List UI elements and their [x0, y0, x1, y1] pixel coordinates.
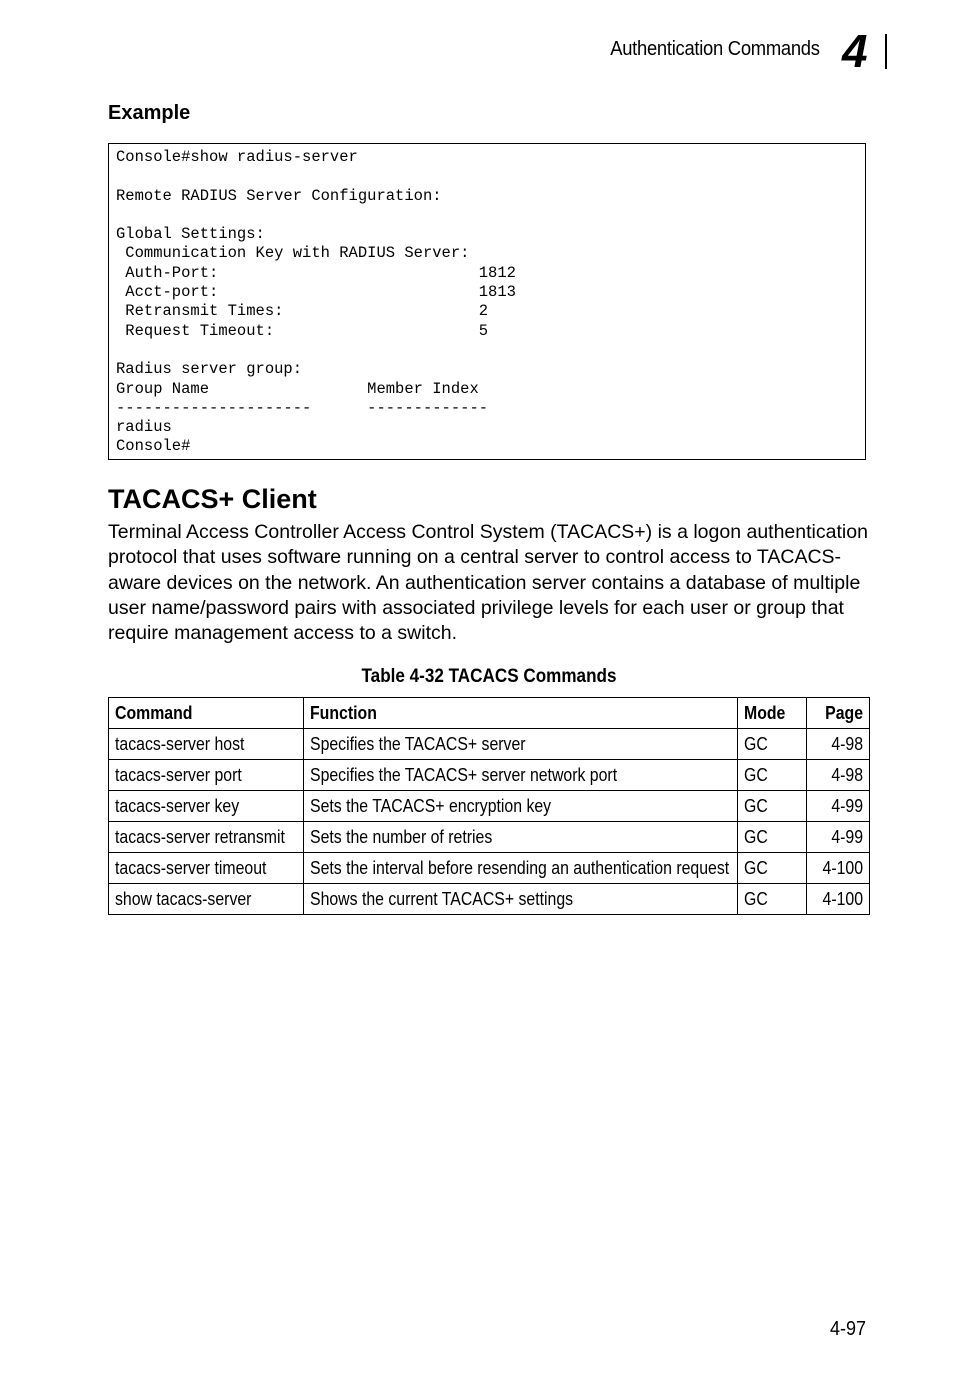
- page-cell: 4-100: [807, 853, 870, 884]
- intro-paragraph: Terminal Access Controller Access Control System (TACACS+) is a logon authentication protocol that uses software running on a central server to control access to TACACS-aware devices on the network. An authentication server contains a database of multiple user name/password pairs with associated privilege levels for each user or group that require management access to a switch.: [108, 521, 868, 645]
- page-cell: 4-98: [807, 760, 870, 791]
- page-number: 4-97: [829, 1318, 866, 1340]
- command-cell: tacacs-server key: [109, 791, 304, 822]
- mode-cell: GC: [738, 791, 807, 822]
- page-cell: 4-100: [807, 884, 870, 915]
- table-row: [109, 729, 870, 760]
- page-cell: 4-99: [807, 791, 870, 822]
- page-cell: 4-98: [807, 729, 870, 760]
- running-header: Authentication Commands: [610, 38, 820, 60]
- function-cell: Sets the interval before resending an authentication request: [304, 853, 738, 884]
- table-caption: Table 4-32 TACACS Commands: [361, 666, 617, 687]
- page-cell: 4-99: [807, 822, 870, 853]
- function-cell: Shows the current TACACS+ settings: [304, 884, 738, 915]
- table-row: [109, 760, 870, 791]
- command-cell: show tacacs-server: [109, 884, 304, 915]
- section-title: TACACS+ Client: [108, 484, 317, 514]
- chapter-number: 4: [842, 25, 868, 77]
- tacacs-commands-table: [108, 697, 870, 915]
- header-function: Function: [304, 698, 738, 729]
- table-row: [109, 853, 870, 884]
- header-command: Command: [109, 698, 304, 729]
- function-cell: Sets the number of retries: [304, 822, 738, 853]
- table-row: [109, 822, 870, 853]
- mode-cell: GC: [738, 822, 807, 853]
- mode-cell: GC: [738, 884, 807, 915]
- mode-cell: GC: [738, 760, 807, 791]
- header-mode: Mode: [738, 698, 807, 729]
- command-cell: tacacs-server timeout: [109, 853, 304, 884]
- function-cell: Specifies the TACACS+ server network port: [304, 760, 738, 791]
- table-row: [109, 791, 870, 822]
- header-page: Page: [807, 698, 870, 729]
- command-cell: tacacs-server retransmit: [109, 822, 304, 853]
- mode-cell: GC: [738, 853, 807, 884]
- function-cell: Specifies the TACACS+ server: [304, 729, 738, 760]
- chapter-divider: [885, 34, 887, 69]
- function-cell: Sets the TACACS+ encryption key: [304, 791, 738, 822]
- command-cell: tacacs-server port: [109, 760, 304, 791]
- code-example: [108, 143, 866, 460]
- code-text: Console#show radius-server Remote RADIUS Server Configuration: Global Settings: Communication Key with RADIUS Server: Auth-Port: 1812 Acct-port: 1813 Retransmit Times: 2 Request Timeout: 5 Radius server group: Group Name Member Index --------------------- ------------- radius Console#: [116, 148, 516, 456]
- command-cell: tacacs-server host: [109, 729, 304, 760]
- example-heading: Example: [108, 102, 191, 124]
- mode-cell: GC: [738, 729, 807, 760]
- table-header-row: [109, 698, 870, 729]
- table-row: [109, 884, 870, 915]
